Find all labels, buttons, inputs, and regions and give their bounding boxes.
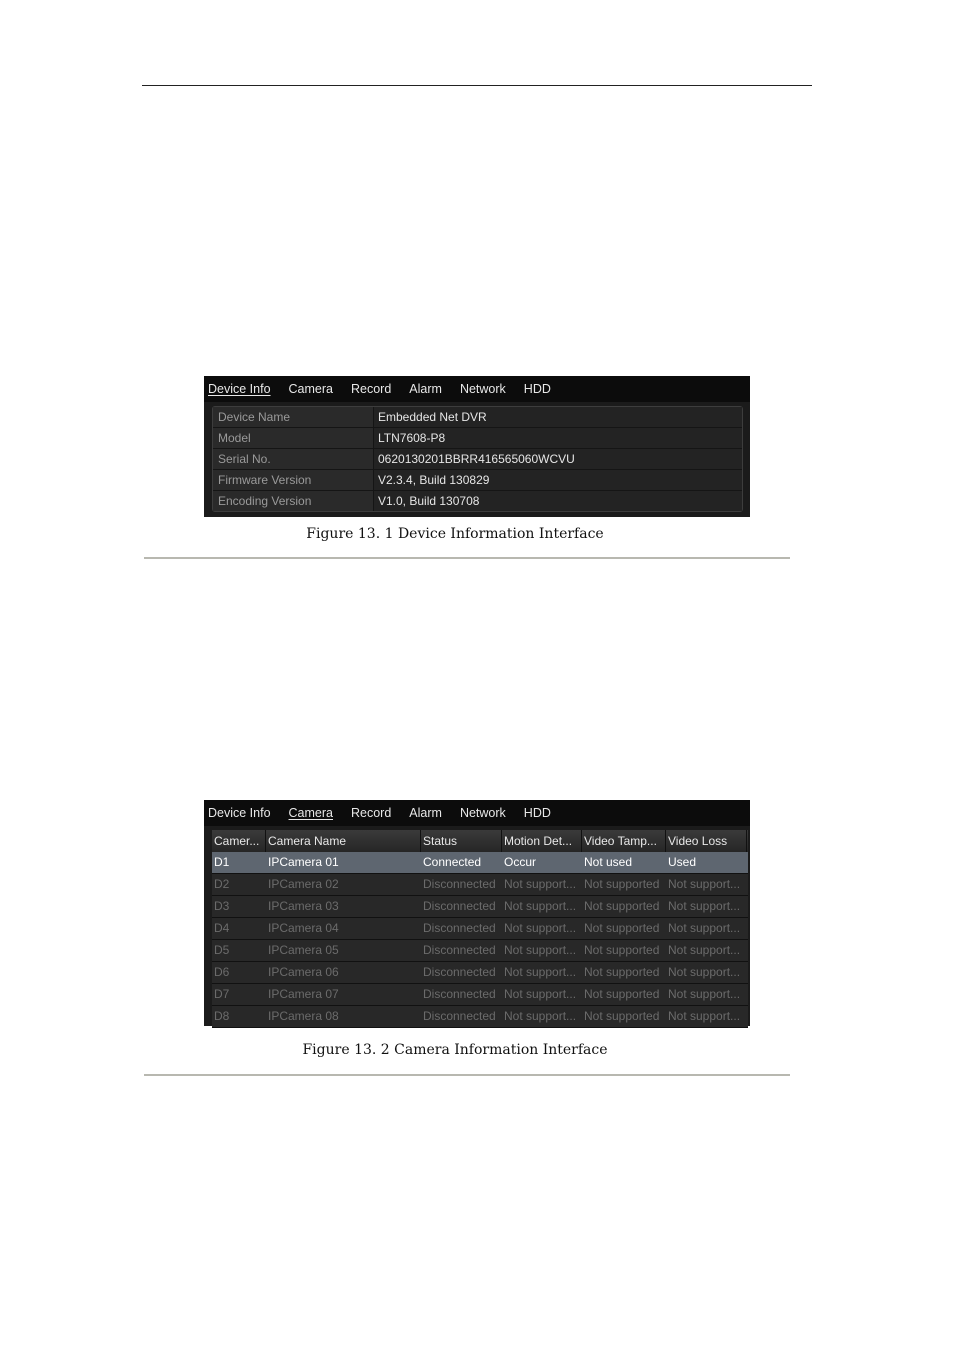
- table-cell: Not support...: [504, 987, 577, 1001]
- tab-record[interactable]: Record: [351, 382, 392, 396]
- table-cell: Disconnected: [423, 965, 496, 979]
- info-row-serial: [213, 449, 742, 470]
- table-cell: Not supported: [584, 1009, 660, 1023]
- info-value: V1.0, Build 130708: [374, 491, 742, 511]
- table-cell: Not used: [584, 855, 633, 869]
- table-cell: Not support...: [504, 1009, 577, 1023]
- table-cell: D2: [214, 877, 230, 891]
- tab-record[interactable]: Record: [351, 806, 392, 820]
- table-cell: D8: [214, 1009, 230, 1023]
- tab-bar: [204, 800, 750, 826]
- figure-caption-1: Figure 13. 1 Device Information Interface: [306, 526, 604, 542]
- table-cell: D5: [214, 943, 230, 957]
- table-cell: Disconnected: [423, 943, 496, 957]
- column-header-camera[interactable]: Camer...: [212, 830, 266, 852]
- table-cell: Not support...: [668, 899, 741, 913]
- header-rule: [142, 85, 812, 86]
- table-cell: Not support...: [668, 965, 741, 979]
- info-row-encoding: [213, 491, 742, 511]
- tab-hdd[interactable]: HDD: [523, 382, 551, 396]
- info-row-model: [213, 428, 742, 449]
- table-cell: Occur: [504, 855, 537, 869]
- camera-table: [212, 830, 748, 1028]
- table-row[interactable]: [212, 984, 748, 1006]
- info-value: V2.3.4, Build 130829: [374, 470, 742, 490]
- table-row[interactable]: [212, 1006, 748, 1028]
- table-cell: D6: [214, 965, 230, 979]
- info-value: Embedded Net DVR: [374, 407, 742, 427]
- table-cell: Not support...: [668, 921, 741, 935]
- column-header-camera-name[interactable]: Camera Name: [266, 830, 421, 852]
- tab-alarm[interactable]: Alarm: [409, 382, 442, 396]
- table-cell: D3: [214, 899, 230, 913]
- table-header: [212, 830, 748, 852]
- tab-device-info[interactable]: Device Info: [208, 382, 271, 396]
- tab-alarm[interactable]: Alarm: [409, 806, 442, 820]
- tab-network[interactable]: Network: [459, 382, 506, 396]
- info-label: Encoding Version: [213, 491, 374, 511]
- table-cell: Not support...: [668, 1009, 741, 1023]
- table-cell: IPCamera 07: [268, 987, 339, 1001]
- table-cell: Disconnected: [423, 1009, 496, 1023]
- info-label: Model: [213, 428, 374, 448]
- table-cell: IPCamera 04: [268, 921, 339, 935]
- table-cell: Disconnected: [423, 899, 496, 913]
- column-header-video-tampering[interactable]: Video Tamp...: [582, 830, 666, 852]
- info-label: Device Name: [213, 407, 374, 427]
- table-cell: Not supported: [584, 943, 660, 957]
- column-header-motion-detection[interactable]: Motion Det...: [502, 830, 582, 852]
- table-cell: Not supported: [584, 965, 660, 979]
- table-row[interactable]: [212, 918, 748, 940]
- table-cell: IPCamera 08: [268, 1009, 339, 1023]
- table-cell: Not support...: [504, 943, 577, 957]
- table-cell: Not supported: [584, 921, 660, 935]
- table-cell: D7: [214, 987, 230, 1001]
- table-cell: IPCamera 06: [268, 965, 339, 979]
- tab-device-info[interactable]: Device Info: [208, 806, 271, 820]
- table-row[interactable]: [212, 962, 748, 984]
- section-rule-2: [144, 1074, 790, 1076]
- table-row[interactable]: [212, 940, 748, 962]
- table-cell: IPCamera 03: [268, 899, 339, 913]
- column-header-status[interactable]: Status: [421, 830, 502, 852]
- table-row[interactable]: [212, 874, 748, 896]
- table-cell: Not supported: [584, 987, 660, 1001]
- table-cell: Connected: [423, 855, 482, 869]
- table-cell: Not supported: [584, 899, 660, 913]
- tab-bar: [204, 376, 750, 402]
- info-value: LTN7608-P8: [374, 428, 742, 448]
- table-cell: Disconnected: [423, 987, 496, 1001]
- tab-hdd[interactable]: HDD: [523, 806, 551, 820]
- table-cell: IPCamera 05: [268, 943, 339, 957]
- table-cell: Not support...: [504, 899, 577, 913]
- table-cell: Disconnected: [423, 877, 496, 891]
- info-row-device-name: [213, 407, 742, 428]
- table-cell: Not support...: [668, 987, 741, 1001]
- table-cell: Not support...: [504, 965, 577, 979]
- camera-info-panel: [204, 800, 750, 1026]
- column-header-video-loss[interactable]: Video Loss: [666, 830, 747, 852]
- table-cell: Not support...: [668, 877, 741, 891]
- table-row[interactable]: [212, 852, 748, 874]
- info-value: 0620130201BBRR416565060WCVU: [374, 449, 742, 469]
- section-rule-1: [144, 557, 790, 559]
- table-row[interactable]: [212, 896, 748, 918]
- figure-caption-2: Figure 13. 2 Camera Information Interface: [302, 1042, 608, 1058]
- table-cell: Not support...: [504, 921, 577, 935]
- tab-camera[interactable]: Camera: [288, 382, 333, 396]
- table-cell: Disconnected: [423, 921, 496, 935]
- info-label: Serial No.: [213, 449, 374, 469]
- info-row-firmware: [213, 470, 742, 491]
- info-label: Firmware Version: [213, 470, 374, 490]
- device-info-panel: [204, 376, 750, 517]
- tab-network[interactable]: Network: [459, 806, 506, 820]
- table-cell: Not supported: [584, 877, 660, 891]
- table-cell: Not support...: [504, 877, 577, 891]
- tab-camera[interactable]: Camera: [288, 806, 333, 820]
- table-cell: Not support...: [668, 943, 741, 957]
- table-cell: IPCamera 01: [268, 855, 339, 869]
- table-cell: D4: [214, 921, 230, 935]
- table-cell: D1: [214, 855, 230, 869]
- table-cell: Used: [668, 855, 697, 869]
- table-cell: IPCamera 02: [268, 877, 339, 891]
- device-info-list: [212, 406, 743, 512]
